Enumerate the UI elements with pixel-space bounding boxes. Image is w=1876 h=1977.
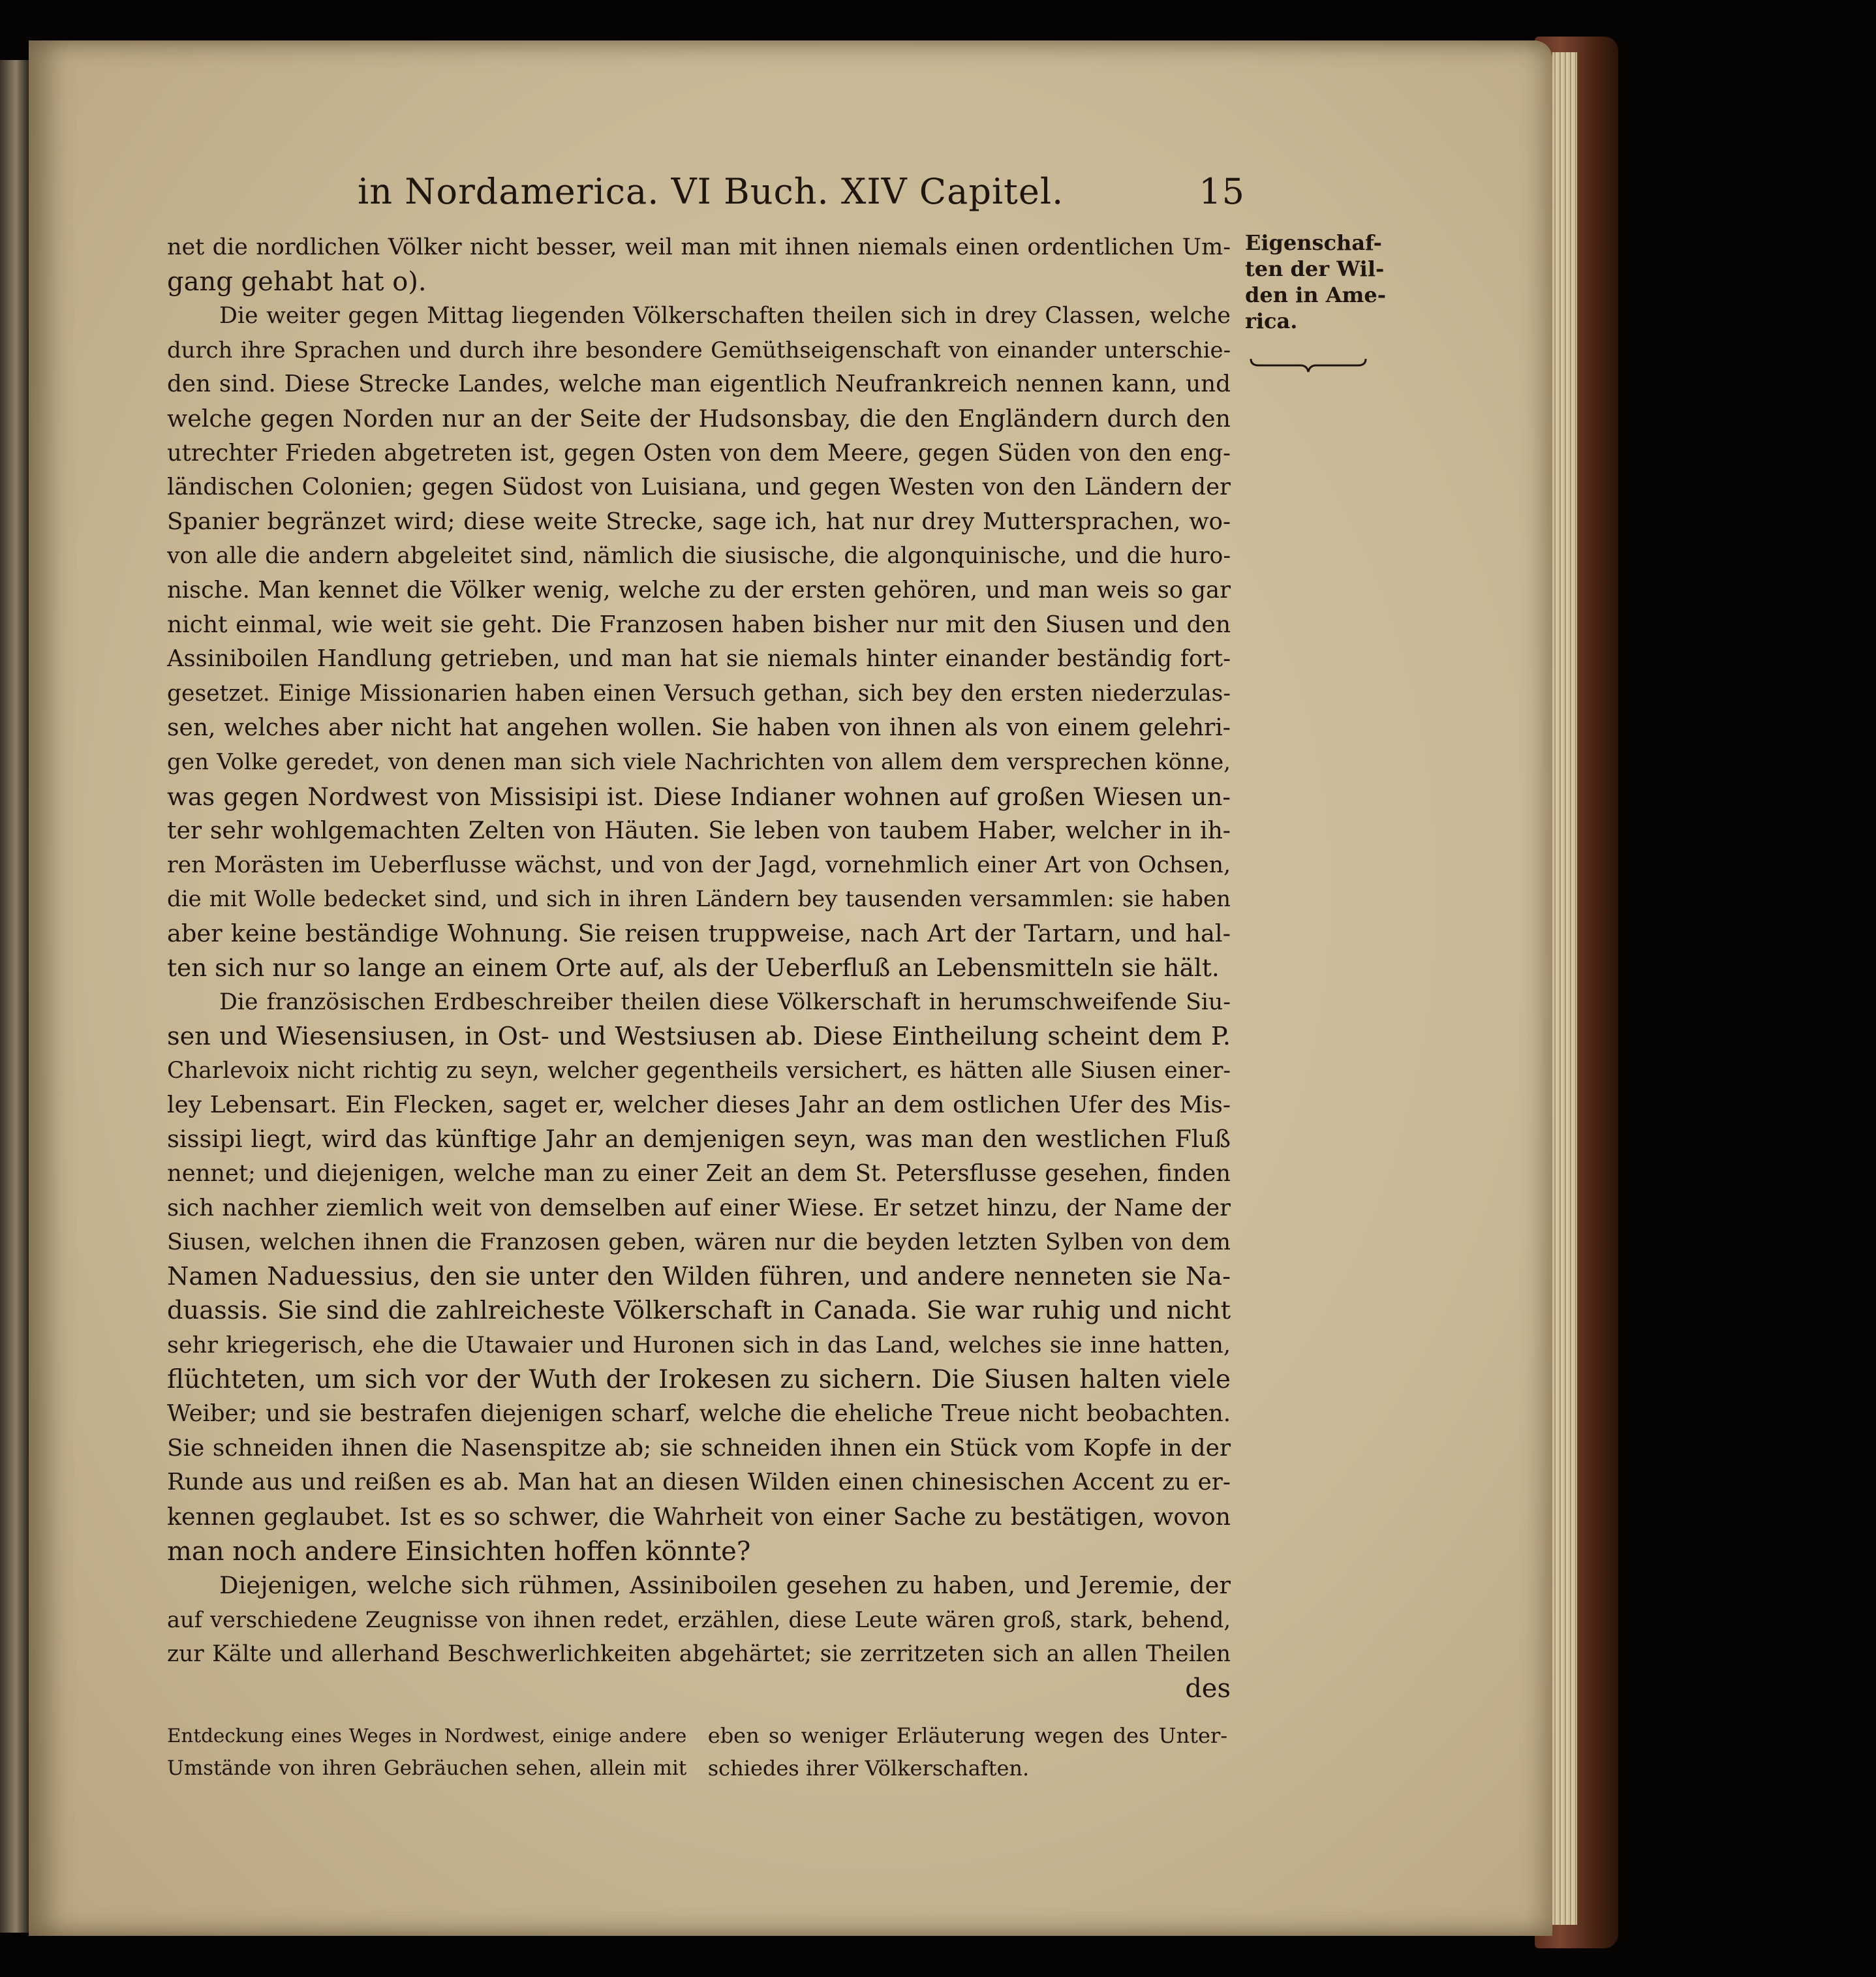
text-line: durch ihre Sprachen und durch ihre besondere Gemüthseigenschaft von einander unterschie- <box>167 337 1231 363</box>
text-line: Charlevoix nicht richtig zu seyn, welcher gegentheils versichert, es hätten alle Siusen einer- <box>167 1058 1231 1084</box>
text-line: kennen geglaubet. Ist es so schwer, die Wahrheit von einer Sache zu bestätigen, wovon <box>167 1502 1231 1531</box>
text-line: utrechter Frieden abgetreten ist, gegen Osten von dem Meere, gegen Süden von den eng- <box>167 439 1231 467</box>
facing-page-edge <box>0 60 29 1933</box>
text-line: Siusen, welchen ihnen die Franzosen geben, wären nur die beyden letzten Sylben von dem <box>167 1229 1231 1256</box>
text-line: duassis. Sie sind die zahlreicheste Völkerschaft in Canada. Sie war ruhig und nicht <box>167 1296 1231 1326</box>
text-line: gesetzet. Einige Missionarien haben einen Versuch gethan, sich bey den ersten niederzulas- <box>167 680 1231 707</box>
text-line: flüchteten, um sich vor der Wuth der Irokesen zu sichern. Die Siusen halten viele <box>167 1364 1231 1394</box>
footnotes <box>167 1719 1227 1785</box>
text-line: Die französischen Erdbeschreiber theilen diese Völkerschaft in herumschweifende Siu- <box>219 989 1231 1016</box>
text-line: ley Lebensart. Ein Flecken, saget er, welcher dieses Jahr an dem ostlichen Ufer des Mis- <box>167 1091 1231 1118</box>
footnote-line: schiedes ihrer Völkerschaften. <box>707 1756 1030 1781</box>
text-line: was gegen Nordwest von Missisipi ist. Diese Indianer wohnen auf großen Wiesen un- <box>167 782 1231 811</box>
text-line: gang gehabt hat o). <box>167 266 427 297</box>
marginal-note-line: den in Ame- <box>1245 283 1387 307</box>
text-line: nische. Man kennet die Völker wenig, welche zu der ersten gehören, und man weis so gar <box>167 576 1231 604</box>
text-line: welche gegen Norden nur an der Seite der Hudsonsbay, die den Engländern durch den <box>167 404 1231 433</box>
text-line: Namen Naduessius, den sie unter den Wilden führen, und andere nenneten sie Na- <box>167 1262 1231 1291</box>
marginal-note-line: ten der Wil- <box>1245 256 1385 281</box>
marginal-note <box>1245 230 1387 334</box>
text-line: ten sich nur so lange an einem Orte auf, als der Ueberfluß an Lebensmitteln sie hält. <box>167 953 1220 983</box>
text-line: Spanier begränzet wird; diese weite Strecke, sage ich, hat nur drey Muttersprachen, wo- <box>167 508 1231 535</box>
marginal-brace-ornament <box>1250 354 1367 373</box>
text-line: die mit Wolle bedecket sind, und sich in ihren Ländern bey tausenden versammlen: sie haben <box>167 886 1231 913</box>
text-line: sehr kriegerisch, ehe die Utawaier und Huronen sich in das Land, welches sie inne hatten, <box>167 1332 1231 1358</box>
catchword: des <box>1185 1673 1231 1704</box>
footnote-column-right <box>708 1719 1227 1785</box>
text-line: Diejenigen, welche sich rühmen, Assiniboilen gesehen zu haben, und Jeremie, der <box>219 1571 1231 1600</box>
footnote-line: Umstände von ihren Gebräuchen sehen, allein mit <box>167 1756 687 1780</box>
running-head <box>358 171 1245 212</box>
text-line: den sind. Diese Strecke Landes, welche man eigentlich Neufrankreich nennen kann, und <box>167 371 1231 398</box>
footnote-line: eben so weniger Erläuterung wegen des Unter- <box>707 1723 1227 1748</box>
text-line: sen, welches aber nicht hat angehen wollen. Sie haben von ihnen als von einem gelehri- <box>167 714 1231 742</box>
body-text <box>167 230 1231 1706</box>
text-line: ländischen Colonien; gegen Südost von Luisiana, und gegen Westen von den Ländern der <box>167 474 1231 501</box>
text-line: gen Volke geredet, von denen man sich viele Nachrichten von allem dem versprechen könne, <box>167 748 1231 775</box>
text-line: man noch andere Einsichten hoffen könnte? <box>167 1536 751 1567</box>
footnote-line: Entdeckung eines Weges in Nordwest, einige andere <box>167 1724 687 1747</box>
text-line: aber keine beständige Wohnung. Sie reisen truppweise, nach Art der Tartarn, und hal- <box>167 919 1231 947</box>
text-line: ter sehr wohlgemachten Zelten von Häuten. Sie leben von taubem Haber, welcher in ih- <box>167 817 1231 845</box>
text-line: net die nordlichen Völker nicht besser, weil man mit ihnen niemals einen ordentlichen Um- <box>167 234 1231 260</box>
text-line: nicht einmal, wie weit sie geht. Die Franzosen haben bisher nur mit den Siusen und den <box>167 611 1231 638</box>
text-line: Weiber; und sie bestrafen diejenigen scharf, welche die eheliche Treue nicht beobachten. <box>167 1400 1231 1428</box>
text-line: sen und Wiesensiusen, in Ost- und Westsiusen ab. Diese Eintheilung scheint dem P. <box>167 1022 1231 1051</box>
text-line: Runde aus und reißen es ab. Man hat an diesen Wilden einen chinesischen Accent zu er- <box>167 1469 1231 1496</box>
footnote-column-left <box>167 1719 686 1785</box>
text-line: Die weiter gegen Mittag liegenden Völkerschaften theilen sich in drey Classen, welche <box>219 303 1231 330</box>
text-line: von alle die andern abgeleitet sind, nämlich die siusische, die algonquinische, und die huro- <box>167 543 1231 570</box>
text-line: nennet; und diejenigen, welche man zu einer Zeit an dem St. Petersflusse gesehen, finden <box>167 1160 1231 1188</box>
text-line: Assiniboilen Handlung getrieben, und man hat sie niemals hinter einander beständig fort- <box>167 645 1231 673</box>
running-head-title: in Nordamerica. VI Buch. XIV Capitel. <box>358 171 1064 212</box>
marginal-note-line: rica. <box>1245 309 1298 333</box>
text-line: ren Morästen im Ueberflusse wächst, und von der Jagd, vornehmlich einer Art von Ochsen, <box>167 851 1231 878</box>
text-line: sissipi liegt, wird das künftige Jahr an demjenigen seyn, was man den westlichen Fluß <box>167 1125 1231 1154</box>
marginal-note-line: Eigenschaf- <box>1245 230 1382 255</box>
page-number: 15 <box>1199 171 1245 212</box>
text-line: zur Kälte und allerhand Beschwerlichkeiten abgehärtet; sie zerritzeten sich an allen Theilen <box>167 1641 1231 1668</box>
text-line: Sie schneiden ihnen die Nasenspitze ab; sie schneiden ihnen ein Stück vom Kopfe in der <box>167 1434 1231 1462</box>
text-line: sich nachher ziemlich weit von demselben auf einer Wiese. Er setzet hinzu, der Name der <box>167 1194 1231 1221</box>
text-line: auf verschiedene Zeugnisse von ihnen redet, erzählen, diese Leute wären groß, stark, behend, <box>167 1606 1231 1632</box>
page-block-edges <box>1552 52 1577 1925</box>
